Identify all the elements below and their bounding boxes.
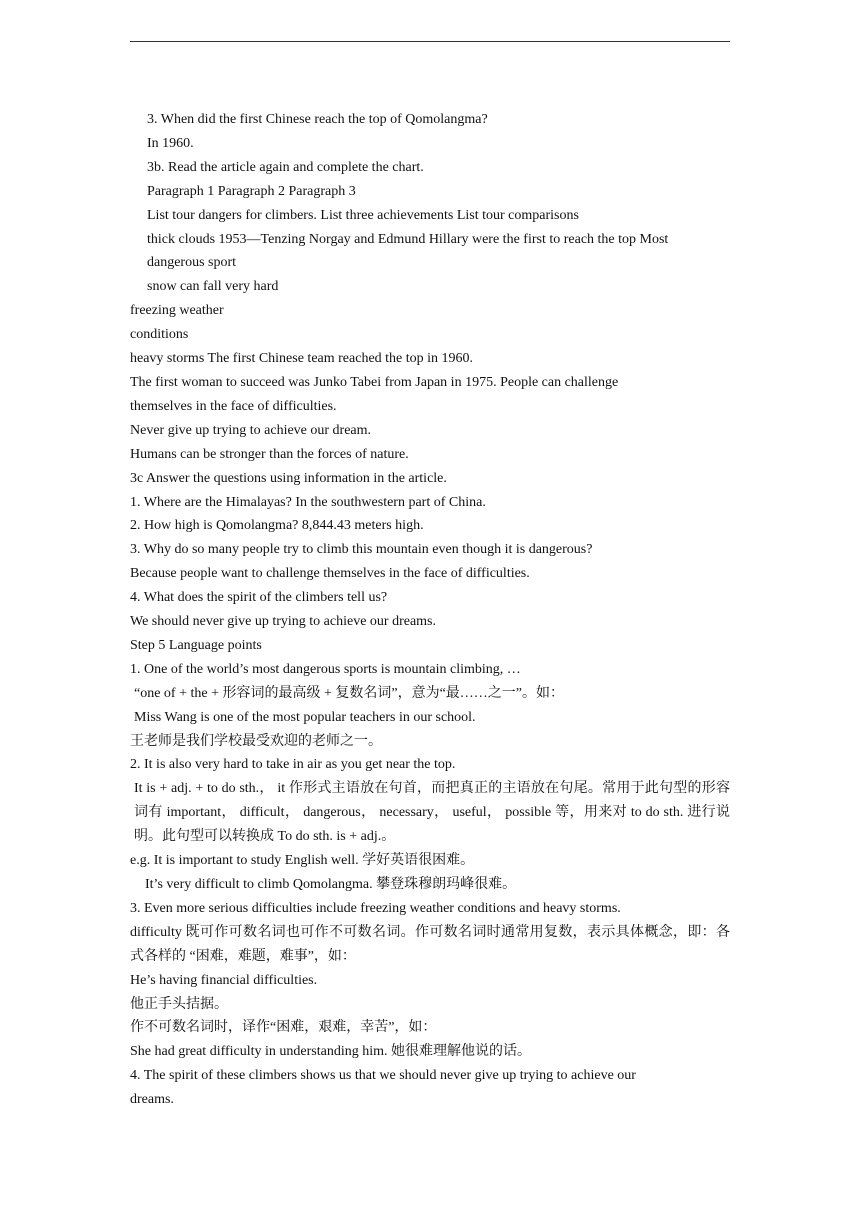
header-rule (130, 41, 730, 42)
question-3c-3: 3. Why do so many people try to climb this mountain even though it is dangerous? (130, 542, 593, 558)
chart-row-2: thick clouds 1953—Tenzing Norgay and Edmund Hillary were the first to reach the top Most (147, 231, 669, 247)
answer-3c-4: We should never give up trying to achieve our dreams. (130, 614, 437, 630)
step-5-heading: Step 5 Language points (130, 637, 262, 653)
point-3-example-2: She had great difficulty in understanding him. 她很难理解他说的话。 (130, 1044, 532, 1060)
point-1-example: Miss Wang is one of the most popular teachers in our school. (134, 709, 476, 725)
question-3: 3. When did the first Chinese reach the top of Qomolangma? (147, 112, 488, 127)
chart-row-4: freezing weather (130, 303, 224, 319)
qa-2: 2. How high is Qomolangma? 8,844.43 meters high. (130, 518, 424, 534)
point-2-explanation: It is + adj. + to do sth.， it 作形式主语放在句首，而把真正的主语放在句尾。常用于此句型的形容词有 important， difficult， dangerous， necessary， useful， possible 等，用来对 to do sth. 进行说明。此句型可以转换成 To do sth. is + adj.。 (134, 781, 730, 845)
chart-row-9: Humans can be stronger than the forces of nature. (130, 446, 409, 462)
chart-row-7-cont: themselves in the face of difficulties. (130, 398, 337, 414)
point-1-example-translation: 王老师是我们学校最受欢迎的老师之一。 (130, 733, 382, 749)
point-2-example-2: It’s very difficult to climb Qomolangma. 攀登珠穆朗玛峰很难。 (145, 877, 517, 892)
chart-header-row: Paragraph 1 Paragraph 2 Paragraph 3 (147, 183, 356, 199)
point-4-sentence-cont: dreams. (130, 1092, 174, 1108)
point-3-uncountable-note: 作不可数名词时，译作“困难，艰难，幸苦”，如： (130, 1020, 437, 1036)
question-3c-4: 4. What does the spirit of the climbers tell us? (130, 590, 388, 606)
point-3-sentence: 3. Even more serious difficulties include freezing weather conditions and heavy storms. (130, 900, 621, 916)
chart-row-7: The first woman to succeed was Junko Tabei from Japan in 1975. People can challenge (130, 374, 619, 390)
document-body (130, 108, 730, 1112)
chart-row-8: Never give up trying to achieve our dream. (130, 422, 372, 438)
answer-3c-3: Because people want to challenge themselves in the face of difficulties. (130, 566, 530, 582)
point-1-structure: “one of + the + 形容词的最高级 + 复数名词”，意为“最……之一”。如： (134, 685, 565, 701)
point-2-example-1: e.g. It is important to study English well. 学好英语很困难。 (130, 853, 475, 869)
point-4-sentence: 4. The spirit of these climbers shows us that we should never give up trying to achieve our (130, 1068, 636, 1084)
task-3b-heading: 3b. Read the article again and complete the chart. (147, 159, 424, 175)
chart-row-2-cont: dangerous sport (147, 255, 237, 271)
task-3c-heading: 3c Answer the questions using information in the article. (130, 470, 447, 486)
qa-1: 1. Where are the Himalayas? In the southwestern part of China. (130, 494, 486, 510)
chart-row-5: conditions (130, 327, 189, 343)
chart-row-3: snow can fall very hard (147, 279, 279, 295)
point-1-sentence: 1. One of the world’s most dangerous sports is mountain climbing, … (130, 661, 521, 677)
point-3-example-1: He’s having financial difficulties. (130, 972, 318, 988)
chart-row-6: heavy storms The first Chinese team reached the top in 1960. (130, 351, 474, 367)
point-2-sentence: 2. It is also very hard to take in air as you get near the top. (130, 757, 456, 773)
answer-3: In 1960. (147, 135, 194, 151)
chart-row-1: List tour dangers for climbers. List three achievements List tour comparisons (147, 207, 579, 223)
point-3-example-1-translation: 他正手头拮据。 (130, 996, 228, 1012)
point-3-explanation: difficulty 既可作可数名词也可作不可数名词。作可数名词时通常用复数，表示具体概念，即：各式各样的 “困难，难题，难事”，如： (130, 924, 730, 964)
